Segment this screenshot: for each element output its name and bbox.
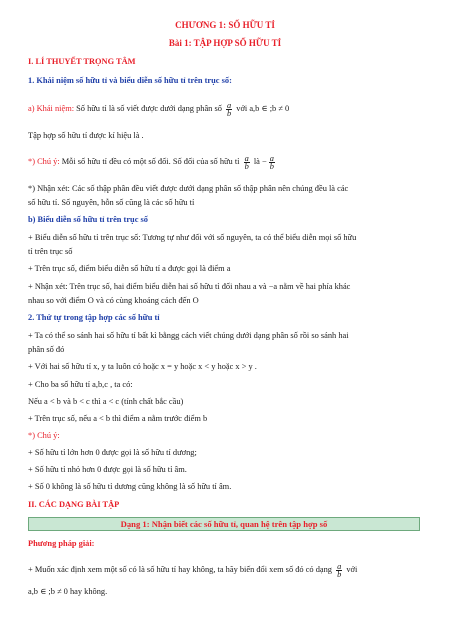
set-notation: Tập hợp số hữu tỉ được kí hiệu là . <box>28 131 144 140</box>
chapter-title: CHƯƠNG 1: SỐ HỮU TỈ <box>175 20 275 30</box>
note-1-opposite-fraction <box>269 155 275 170</box>
order-paragraph-4: Nếu a < b và b < c thì a < c (tính chất bắc cầu) <box>28 397 184 406</box>
order-paragraph-3: + Cho ba số hữu tỉ a,b,c , ta có: <box>28 380 133 389</box>
note-2-label: *) Chú ý: <box>28 431 60 440</box>
fraction-numerator: a <box>244 153 249 163</box>
method-line-2: a,b ∈ ;b ≠ 0 hay không. <box>28 587 108 596</box>
concept-label: a) Khái niệm: <box>28 104 75 113</box>
exercise-type-1-box: Dạng 1: Nhận biết các số hữu tỉ, quan hệ trên tập hợp số <box>28 517 420 531</box>
number-line-paragraph-3-line-1: + Nhận xét: Trên trục số, hai điểm biểu diễn hai số hữu tỉ đối nhau a và −a nằm về hai phía khác <box>28 282 351 291</box>
note-1-mid: là <box>253 157 260 166</box>
method-text: + Muốn xác định xem một số có là số hữu tỉ hay không, ta hãy biến đổi xem số đó có dạng <box>28 565 332 574</box>
number-line-paragraph-1-line-2: tỉ trên trục số <box>28 247 73 256</box>
section-1-heading: I. LÍ THUYẾT TRỌNG TÂM <box>28 57 136 66</box>
note-2-item: + Số 0 không là số hữu tỉ dương cũng không là số hữu tỉ âm. <box>28 482 232 491</box>
fraction-denominator: b <box>269 161 274 171</box>
concept-condition: với a,b ∈ ;b ≠ 0 <box>236 104 290 113</box>
remark-line-1: *) Nhận xét: Các số thập phân đều viết được dưới dạng phân số thập phân nên chúng đều là các <box>28 184 349 193</box>
section-2-heading: II. CÁC DẠNG BÀI TẬP <box>28 500 120 509</box>
note-1-text: Mỗi số hữu tỉ đều có một số đối. Số đối của số hữu tỉ <box>61 157 240 166</box>
concept-text: Số hữu tỉ là số viết được dưới dạng phân số <box>76 104 222 113</box>
order-paragraph-2: + Với hai số hữu tỉ x, y ta luôn có hoặc x = y hoặc x < y hoặc x > y . <box>28 362 257 371</box>
note-1-label: *) Chú ý: <box>28 157 60 166</box>
note-2-item: + Số hữu tỉ nhỏ hơn 0 được gọi là số hữu tỉ âm. <box>28 465 187 474</box>
subsection-b-heading: b) Biểu diễn số hữu tỉ trên trục số <box>28 215 148 224</box>
fraction-denominator: b <box>244 161 249 171</box>
negative-sign: − <box>262 157 267 167</box>
number-line-paragraph-2: + Trên trục số, điểm biểu diễn số hữu tỉ a được gọi là điểm a <box>28 264 231 273</box>
subsection-2-heading: 2. Thứ tự trong tập hợp các số hữu tỉ <box>28 313 160 322</box>
method-fraction <box>336 563 342 578</box>
fraction-denominator: b <box>337 569 342 579</box>
concept-line <box>28 94 289 124</box>
method-heading: Phương pháp giải: <box>28 539 95 548</box>
method-text-end: với <box>346 565 358 574</box>
concept-fraction <box>226 102 232 117</box>
fraction-numerator: a <box>227 100 232 110</box>
fraction-denominator: b <box>227 108 232 118</box>
method-line-1 <box>28 555 357 585</box>
note-2-item: + Số hữu tỉ lớn hơn 0 được gọi là số hữu tỉ dương; <box>28 448 197 457</box>
order-paragraph-5: + Trên trục số, nếu a < b thì điểm a nằm trước điểm b <box>28 414 208 423</box>
note-1-fraction <box>244 155 250 170</box>
note-1-line <box>28 147 277 177</box>
lesson-title: Bài 1: TẬP HỢP SỐ HỮU TỈ <box>168 38 282 48</box>
order-paragraph-1-line-1: + Ta có thể so sánh hai số hữu tỉ bất kì bằngg cách viết chúng dưới dạng phân số rồi so sánh hai <box>28 331 349 340</box>
fraction-numerator: a <box>269 153 274 163</box>
subsection-1-heading: 1. Khái niệm số hữu tỉ và biểu diễn số hữu tỉ trên trục số: <box>28 76 232 85</box>
number-line-paragraph-3-line-2: nhau so với điểm O và có cùng khoảng cách đến O <box>28 296 199 305</box>
number-line-paragraph-1-line-1: + Biểu diễn số hữu tỉ trên trục số: Tương tự như đối với số nguyên, ta có thể biểu diễn mọi số hữu <box>28 233 357 242</box>
remark-line-2: số hữu tỉ. Số nguyên, hỗn số cũng là các số hữu tỉ <box>28 198 195 207</box>
fraction-numerator: a <box>337 561 342 571</box>
order-paragraph-1-line-2: phân số đó <box>28 345 65 354</box>
